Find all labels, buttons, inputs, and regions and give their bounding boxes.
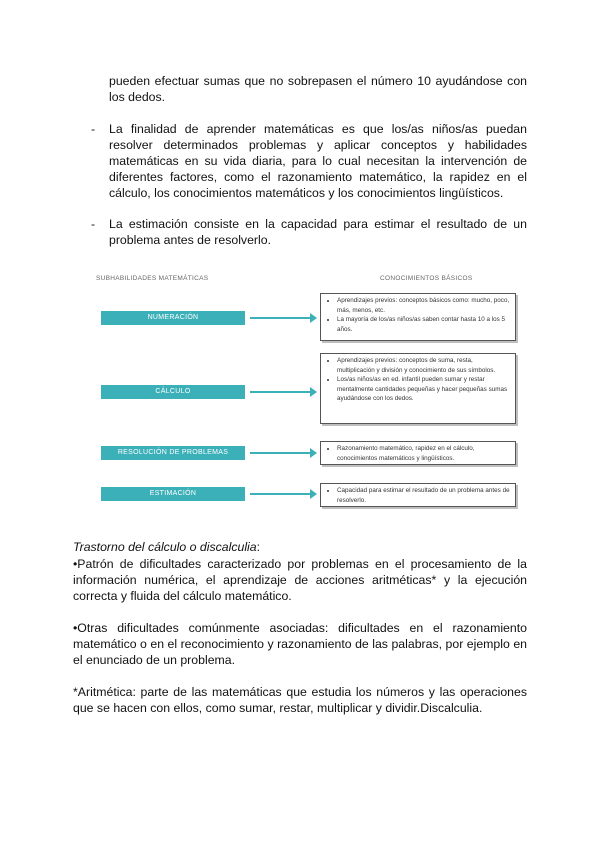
- paragraph-aritmetica: *Aritmética: parte de las matemáticas que estudia los números y las operaciones que se hacen con ellos, como sumar, restar, multiplicar y dividir.Discalculia.: [73, 685, 527, 715]
- bullet-paragraph-2: La estimación consiste en la capacidad para estimar el resultado de un problema antes de resolverlo.: [109, 217, 527, 247]
- paragraph-otras-dificultades: •Otras dificultades comúnmente asociadas: dificultades en el razonamiento matemático o en el reconocimiento y razonamiento de las palabras, por ejemplo en el enunciado de un problema.: [73, 621, 527, 667]
- bullet-dash-1: -: [91, 122, 96, 136]
- bullet-dash-2: -: [91, 217, 96, 231]
- arrow-estimacion: [250, 493, 314, 495]
- diagram-left-heading: SUBHABILIDADES MATEMÁTICAS: [96, 275, 209, 282]
- continuation-paragraph: pueden efectuar sumas que no sobrepasen el número 10 ayudándose con los dedos.: [109, 74, 527, 104]
- section-title: Trastorno del cálculo o discalculia: [73, 540, 257, 554]
- section-heading: [73, 539, 527, 555]
- diagram-right-heading: CONOCIMIENTOS BÁSICOS: [380, 275, 473, 282]
- box-calculo: [320, 353, 516, 424]
- box-item: • Aprendizajes previos: conceptos de suma, resta, multiplicación y división y conocimiento de sus símbolos.: [337, 356, 511, 375]
- pill-numeracion: NUMERACIÓN: [101, 311, 245, 325]
- pill-estimacion: ESTIMACIÓN: [101, 487, 245, 501]
- box-item: • Capacidad para estimar el resultado de un problema antes de resolverlo.: [337, 486, 511, 505]
- pill-calculo: CÁLCULO: [101, 385, 245, 399]
- box-item: • Aprendizajes previos: conceptos básicos como: mucho, poco, más, menos, etc.: [337, 296, 511, 315]
- arrow-numeracion: [250, 317, 314, 319]
- box-item: • Los/as niños/as en ed. infantil pueden sumar y restar mentalmente cantidades pequeñas y hacer pequeñas sumas ayudándose con los dedos.: [337, 375, 511, 404]
- box-estimacion: [320, 483, 516, 507]
- box-item: • La mayoría de los/as niños/as saben contar hasta 10 a los 5 años.: [337, 315, 511, 334]
- section-title-colon: :: [256, 540, 261, 554]
- paragraph-patron: •Patrón de dificultades caracterizado por problemas en el procesamiento de la información numérica, el aprendizaje de acciones aritméticas* y la ejecución correcta y fluida del cálculo matemático.: [73, 557, 527, 603]
- box-numeracion: [320, 293, 516, 341]
- arrow-resolucion: [250, 452, 314, 454]
- box-item: • Razonamiento matemático, rapidez en el cálculo, conocimientos matemáticos y lingüísticos.: [337, 444, 511, 463]
- box-resolucion: [320, 441, 516, 465]
- bullet-paragraph-1: La finalidad de aprender matemáticas es que los/as niños/as puedan resolver determinados problemas y aplicar conceptos y habilidades matemáticas en su vida diaria, para lo cual necesitan la intervención de diferentes factores, como el razonamiento matemático, la rapidez en el cálculo, los conocimientos matemáticos y los conocimientos lingüísticos.: [109, 122, 527, 200]
- pill-resolucion: RESOLUCIÓN DE PROBLEMAS: [101, 446, 245, 460]
- arrow-calculo: [250, 391, 314, 393]
